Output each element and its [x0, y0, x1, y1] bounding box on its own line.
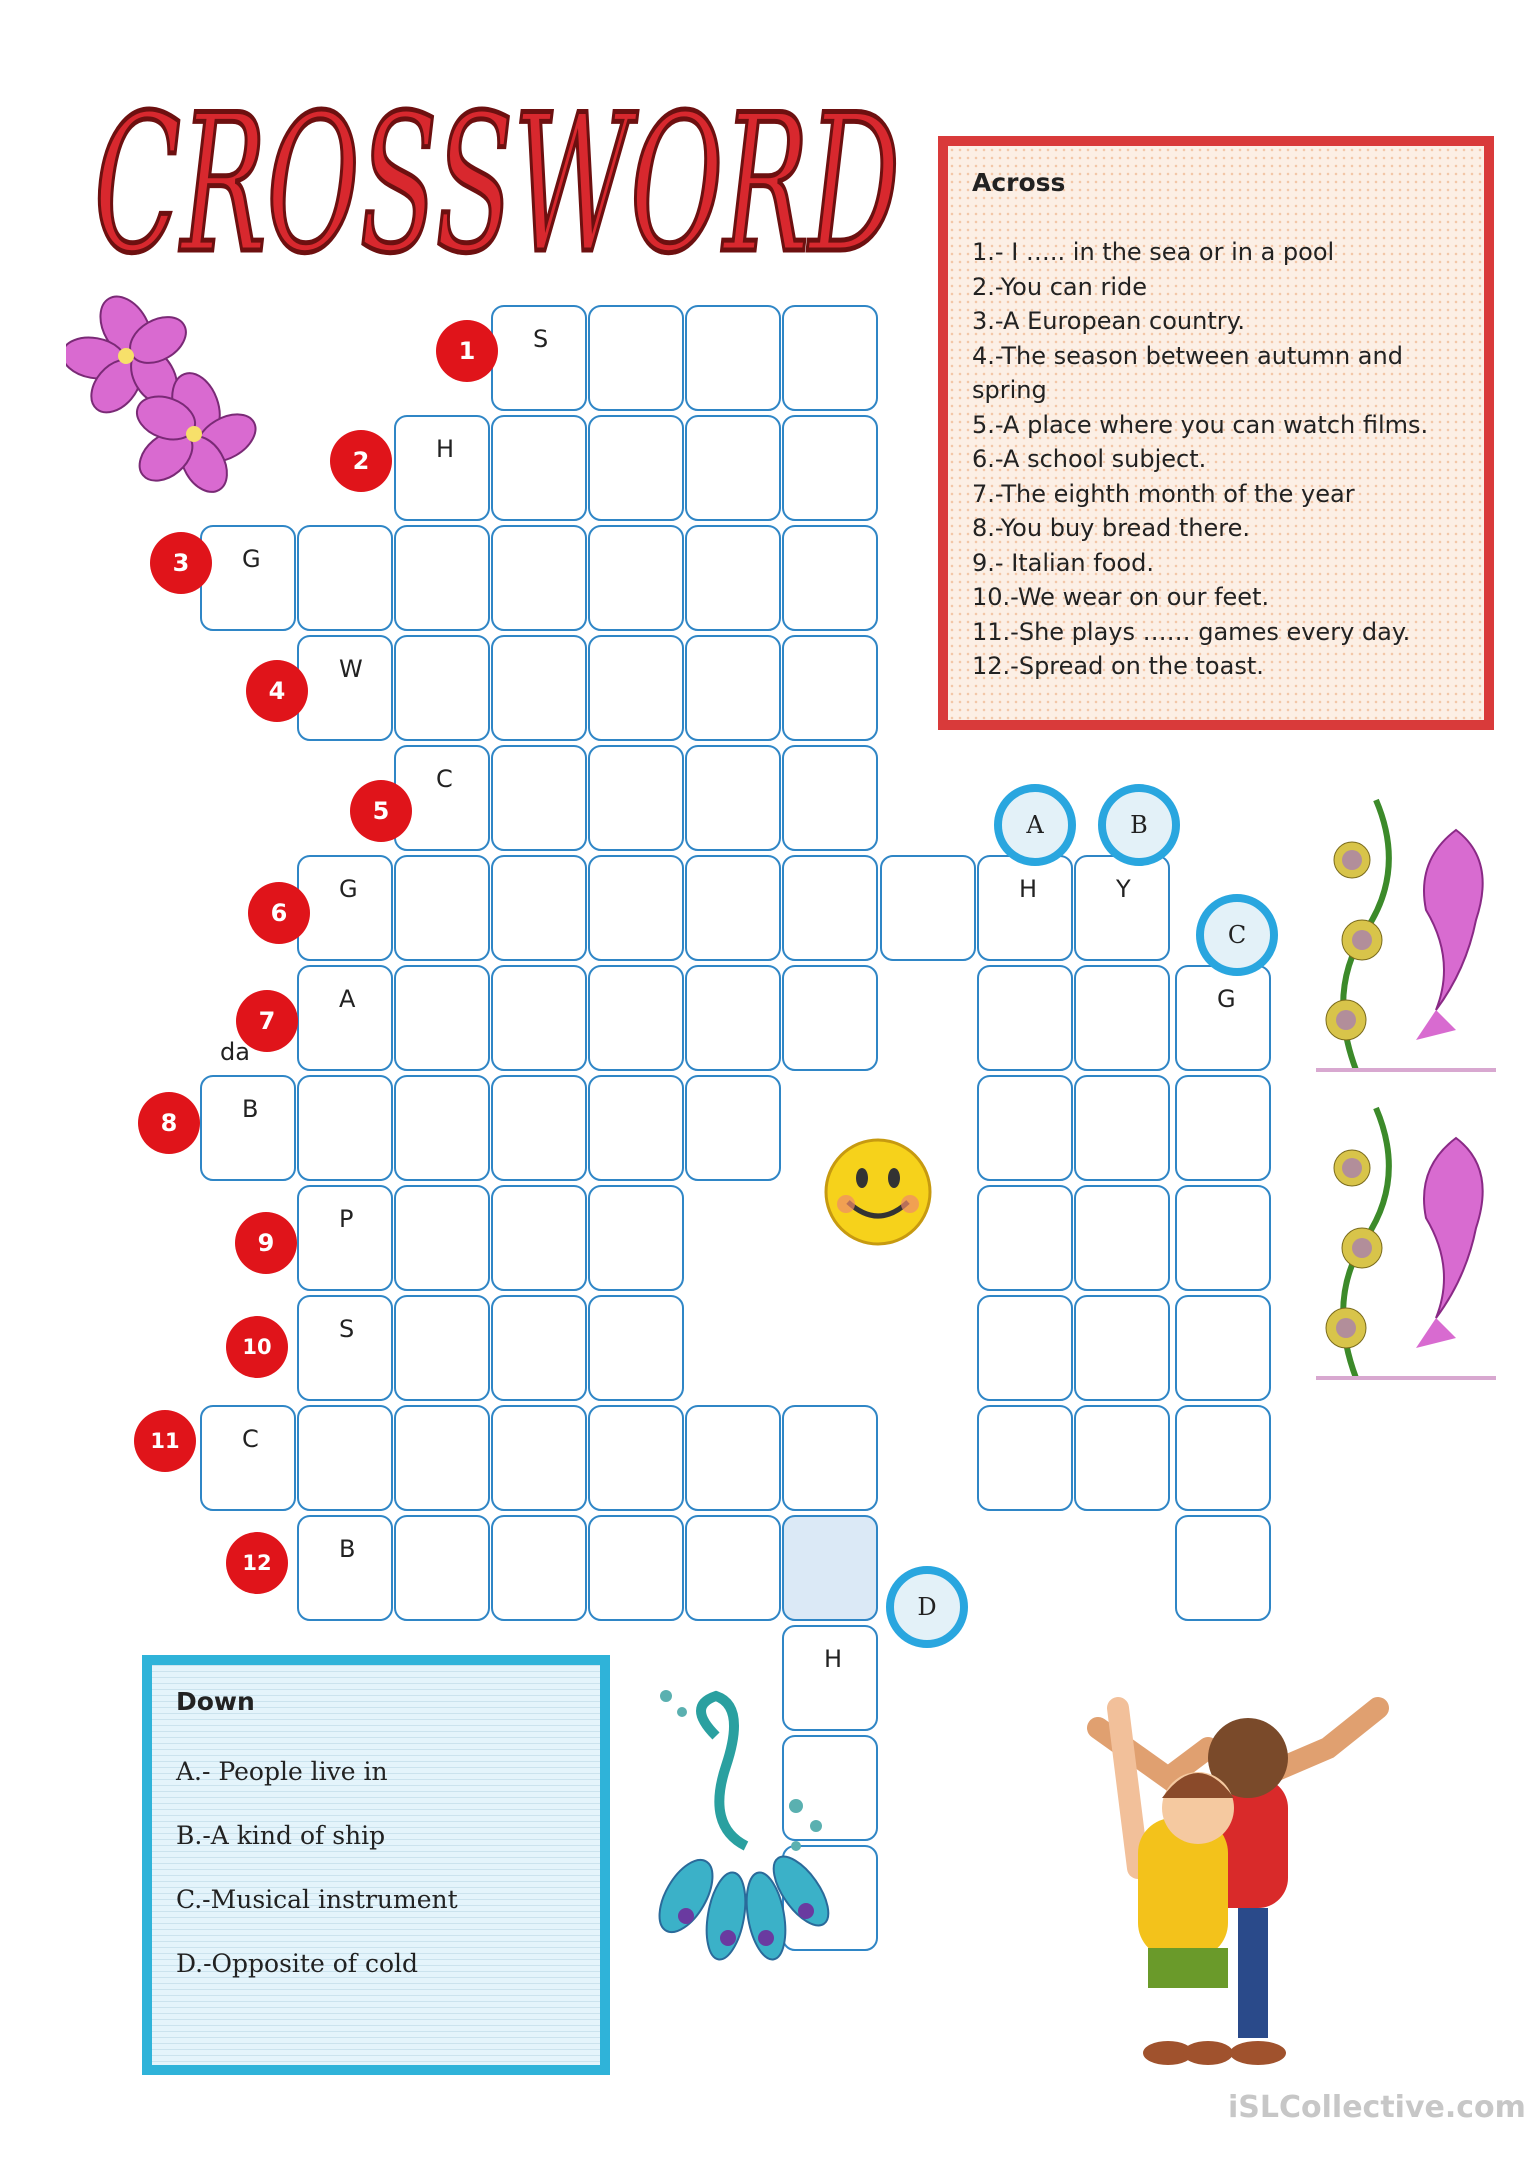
- crossword-cell[interactable]: [491, 305, 587, 411]
- across-number-badge: 11: [134, 1410, 196, 1472]
- crossword-cell[interactable]: [200, 525, 296, 631]
- crossword-cell[interactable]: [977, 965, 1073, 1071]
- crossword-cell[interactable]: [588, 1515, 684, 1621]
- across-clue: 4.-The season between autumn and: [972, 341, 1403, 370]
- across-clue-list: [972, 235, 1460, 684]
- across-number-badge: 9: [235, 1212, 297, 1274]
- crossword-cell[interactable]: [491, 855, 587, 961]
- fish-and-flowers-illustration: [1306, 1098, 1502, 1388]
- crossword-cell[interactable]: [588, 745, 684, 851]
- smiley-face-icon: [820, 1134, 936, 1250]
- across-clue: 12.-Spread on the toast.: [972, 652, 1264, 680]
- crossword-cell[interactable]: [394, 525, 490, 631]
- crossword-cell[interactable]: [491, 1075, 587, 1181]
- crossword-cell[interactable]: [588, 635, 684, 741]
- down-heading: Down: [176, 1687, 255, 1716]
- crossword-cell[interactable]: [1074, 1075, 1170, 1181]
- crossword-cell[interactable]: [588, 415, 684, 521]
- down-clue: B.-A kind of ship: [176, 1821, 386, 1850]
- cell-letter: Y: [1116, 875, 1131, 903]
- hugging-kids-illustration: [1058, 1668, 1408, 2078]
- across-number-badge: 5: [350, 780, 412, 842]
- crossword-cell[interactable]: [588, 305, 684, 411]
- crossword-cell[interactable]: [685, 745, 781, 851]
- crossword-cell[interactable]: [1074, 855, 1170, 961]
- crossword-cell[interactable]: [685, 1515, 781, 1621]
- crossword-cell[interactable]: [1074, 1185, 1170, 1291]
- peacock-illustration: [646, 1676, 846, 1976]
- down-clue: A.- People live in: [176, 1757, 388, 1786]
- crossword-cell[interactable]: [782, 305, 878, 411]
- crossword-cell[interactable]: [685, 965, 781, 1071]
- cell-letter: C: [436, 765, 453, 793]
- crossword-cell[interactable]: [977, 1405, 1073, 1511]
- crossword-cell[interactable]: [1175, 1185, 1271, 1291]
- down-letter-badge: C: [1196, 894, 1278, 976]
- crossword-cell[interactable]: [297, 1515, 393, 1621]
- cell-letter: C: [242, 1425, 259, 1453]
- crossword-cell[interactable]: [588, 965, 684, 1071]
- crossword-cell[interactable]: [977, 1295, 1073, 1401]
- crossword-cell[interactable]: [1074, 1405, 1170, 1511]
- crossword-cell[interactable]: [394, 855, 490, 961]
- cell-letter: P: [339, 1205, 354, 1233]
- across-number-badge: 1: [436, 320, 498, 382]
- cell-letter: H: [1019, 875, 1038, 903]
- crossword-cell[interactable]: [491, 525, 587, 631]
- crossword-cell[interactable]: [588, 525, 684, 631]
- crossword-cell[interactable]: [588, 1185, 684, 1291]
- across-clue: 11.-She plays …… games every day.: [972, 617, 1411, 646]
- crossword-cell[interactable]: [977, 855, 1073, 961]
- crossword-cell[interactable]: [394, 1185, 490, 1291]
- crossword-cell[interactable]: [1175, 1295, 1271, 1401]
- crossword-cell[interactable]: [297, 965, 393, 1071]
- cell-letter: G: [339, 875, 358, 903]
- cell-letter: G: [242, 545, 261, 573]
- flower-illustration: [66, 288, 262, 496]
- cell-letter: H: [824, 1645, 843, 1673]
- across-heading: Across: [972, 168, 1066, 197]
- crossword-cell[interactable]: [200, 1405, 296, 1511]
- across-clue: 5.-A place where you can watch films.: [972, 410, 1429, 439]
- across-number-badge: 2: [330, 430, 392, 492]
- crossword-cell[interactable]: [297, 635, 393, 741]
- across-clue: spring: [972, 376, 1047, 404]
- crossword-cell[interactable]: [685, 1405, 781, 1511]
- across-clue: 6.-A school subject.: [972, 445, 1207, 473]
- down-clues-panel: [142, 1655, 610, 2075]
- stray-note: da: [220, 1038, 250, 1066]
- crossword-cell[interactable]: [685, 415, 781, 521]
- crossword-cell[interactable]: [1074, 965, 1170, 1071]
- crossword-cell[interactable]: [782, 965, 878, 1071]
- crossword-cell[interactable]: [394, 1075, 490, 1181]
- crossword-cell[interactable]: [977, 1185, 1073, 1291]
- across-number-badge: 10: [226, 1316, 288, 1378]
- across-clue: 9.- Italian food.: [972, 548, 1154, 577]
- crossword-cell[interactable]: [1175, 1075, 1271, 1181]
- crossword-cell[interactable]: [1175, 1405, 1271, 1511]
- crossword-cell[interactable]: [491, 745, 587, 851]
- across-clue: 7.-The eighth month of the year: [972, 479, 1355, 508]
- across-clue: 2.-You can ride: [972, 272, 1147, 301]
- crossword-cell[interactable]: [394, 1405, 490, 1511]
- crossword-cell[interactable]: [782, 525, 878, 631]
- down-letter-badge: D: [886, 1566, 968, 1648]
- crossword-cell[interactable]: [782, 855, 878, 961]
- crossword-cell[interactable]: [297, 1405, 393, 1511]
- crossword-cell[interactable]: [880, 855, 976, 961]
- crossword-cell[interactable]: [394, 965, 490, 1071]
- crossword-cell[interactable]: [491, 1295, 587, 1401]
- crossword-cell[interactable]: [1175, 965, 1271, 1071]
- across-clues-panel: [938, 136, 1494, 730]
- crossword-cell[interactable]: [588, 1075, 684, 1181]
- crossword-cell[interactable]: [685, 525, 781, 631]
- crossword-cell[interactable]: [1175, 1515, 1271, 1621]
- crossword-cell[interactable]: [782, 1405, 878, 1511]
- crossword-cell[interactable]: [491, 965, 587, 1071]
- crossword-cell[interactable]: [491, 1515, 587, 1621]
- crossword-cell[interactable]: [782, 415, 878, 521]
- across-number-badge: 8: [138, 1092, 200, 1154]
- crossword-cell[interactable]: [491, 415, 587, 521]
- cell-letter: A: [339, 985, 356, 1013]
- down-clue: D.-Opposite of cold: [176, 1949, 419, 1978]
- crossword-cell[interactable]: [685, 635, 781, 741]
- across-clue: 3.-A European country.: [972, 307, 1246, 335]
- fish-and-flowers-illustration: [1306, 790, 1502, 1080]
- crossword-cell[interactable]: [297, 1185, 393, 1291]
- crossword-cell[interactable]: [685, 1075, 781, 1181]
- down-clue-list: [176, 1740, 576, 1996]
- crossword-cell[interactable]: [685, 305, 781, 411]
- across-number-badge: 7: [236, 990, 298, 1052]
- across-number-badge: 6: [248, 882, 310, 944]
- across-number-badge: 12: [226, 1532, 288, 1594]
- crossword-cell[interactable]: [782, 745, 878, 851]
- crossword-cell[interactable]: [588, 1405, 684, 1511]
- across-number-badge: 4: [246, 660, 308, 722]
- crossword-cell[interactable]: [394, 1295, 490, 1401]
- crossword-cell[interactable]: [394, 635, 490, 741]
- crossword-cell[interactable]: [297, 525, 393, 631]
- cell-letter: B: [339, 1535, 356, 1563]
- crossword-cell[interactable]: [977, 1075, 1073, 1181]
- crossword-cell[interactable]: [491, 1185, 587, 1291]
- cell-letter: S: [533, 325, 549, 353]
- watermark: iSLCollective.com: [1228, 2090, 1526, 2125]
- crossword-cell[interactable]: [297, 1295, 393, 1401]
- cell-letter: G: [1217, 985, 1236, 1013]
- cell-letter: B: [242, 1095, 259, 1123]
- crossword-cell[interactable]: [297, 855, 393, 961]
- crossword-cell[interactable]: [394, 415, 490, 521]
- crossword-cell[interactable]: [588, 1295, 684, 1401]
- across-clue: 8.-You buy bread there.: [972, 514, 1251, 542]
- crossword-cell[interactable]: [782, 635, 878, 741]
- across-number-badge: 3: [150, 532, 212, 594]
- crossword-cell[interactable]: [394, 1515, 490, 1621]
- crossword-cell[interactable]: [491, 635, 587, 741]
- down-letter-badge: A: [994, 784, 1076, 866]
- across-clue: 1.- I ….. in the sea or in a pool: [972, 238, 1335, 266]
- crossword-cell[interactable]: [782, 1515, 878, 1621]
- cell-letter: S: [339, 1315, 355, 1343]
- crossword-cell[interactable]: [200, 1075, 296, 1181]
- crossword-cell[interactable]: [297, 1075, 393, 1181]
- down-letter-badge: B: [1098, 784, 1180, 866]
- crossword-cell[interactable]: [588, 855, 684, 961]
- cell-letter: W: [339, 655, 363, 683]
- title-text: CROSSWORD: [94, 74, 900, 290]
- cell-letter: H: [436, 435, 455, 463]
- crossword-cell[interactable]: [1074, 1295, 1170, 1401]
- crossword-cell[interactable]: [491, 1405, 587, 1511]
- across-clue: 10.-We wear on our feet.: [972, 583, 1270, 611]
- down-clue: C.-Musical instrument: [176, 1885, 458, 1914]
- crossword-cell[interactable]: [685, 855, 781, 961]
